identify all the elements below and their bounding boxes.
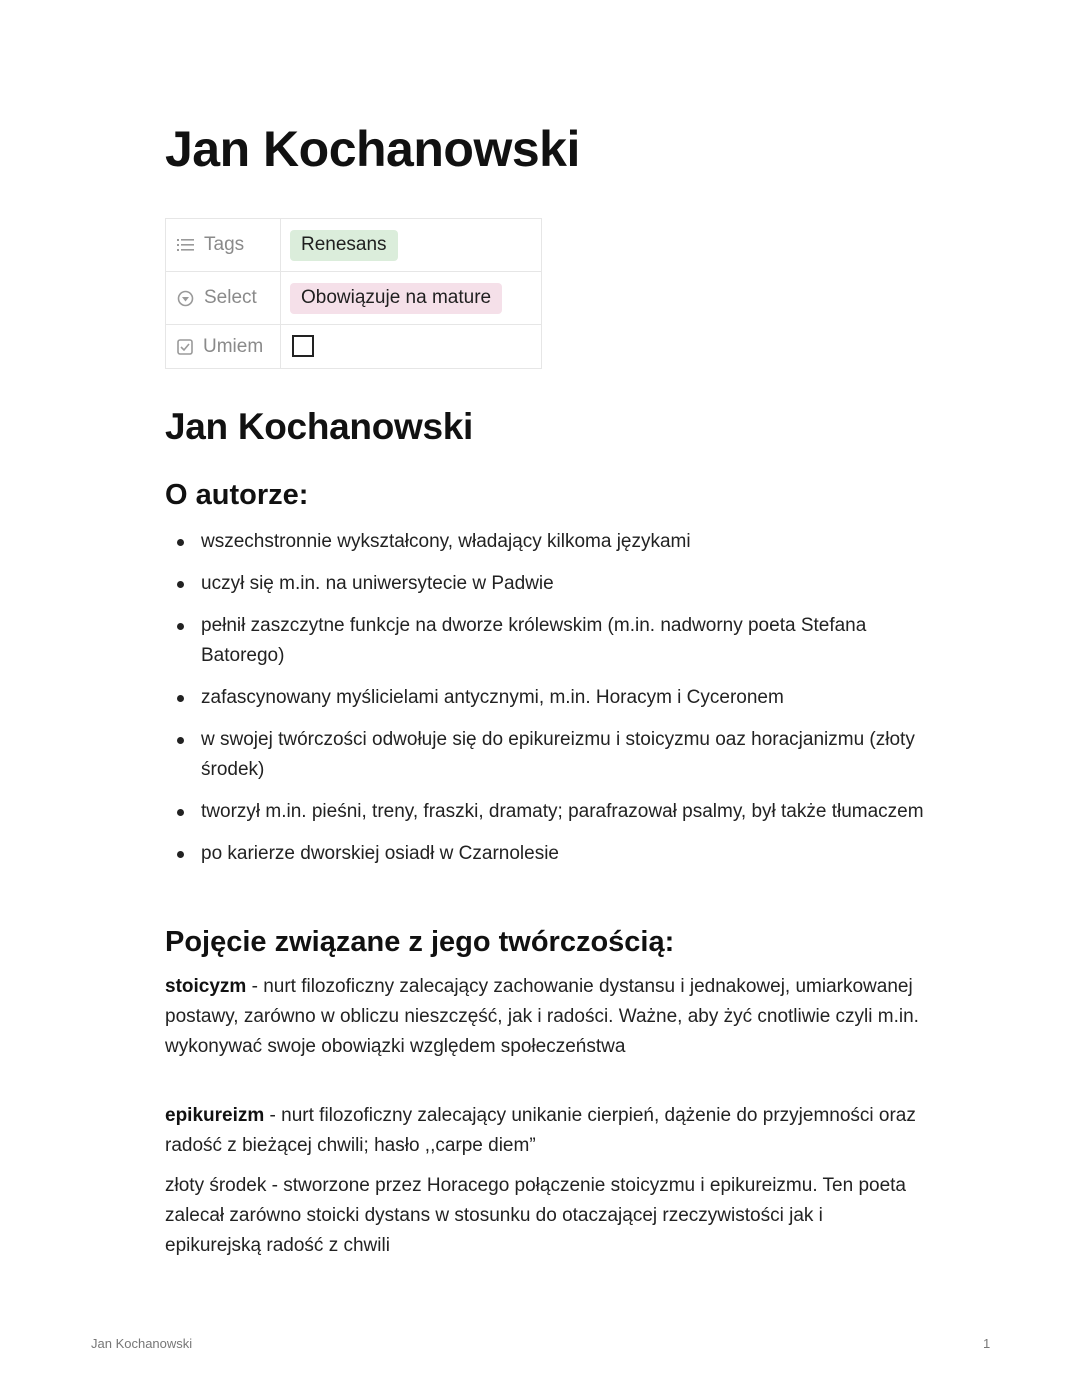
concept-text: - nurt filozoficzny zalecający unikanie cierpień, dążenie do przyjemności oraz radość z bieżącej chwili; hasło ,,carpe diem” xyxy=(165,1105,916,1156)
concept-term: stoicyzm xyxy=(165,976,247,997)
property-label: Tags xyxy=(204,234,245,255)
property-label: Umiem xyxy=(203,335,264,357)
checkbox-icon xyxy=(177,339,193,355)
property-row-umiem xyxy=(166,325,542,369)
about-heading: O autorze: xyxy=(165,479,309,511)
concept-text: - nurt filozoficzny zalecający zachowanie dystansu i jednakowej, umiarkowanej postawy, zarówno w obliczu nieszczęść, jak i radości. Ważne, aby żyć cnotliwie czyli m.in. wykonywać swoje obowiązki względem społeczeństwa xyxy=(165,976,919,1057)
content-heading: Jan Kochanowski xyxy=(165,406,474,447)
list-item: pełnił zaszczytne funkcje na dworze królewskim (m.in. nadworny poeta Stefana Batorego) xyxy=(165,611,925,671)
page-title: Jan Kochanowski xyxy=(165,121,580,177)
list-item: tworzył m.in. pieśni, treny, fraszki, dramaty; parafrazował psalmy, był także tłumaczem xyxy=(165,797,925,827)
concept-term: epikureizm xyxy=(165,1105,265,1126)
list-item: w swojej twórczości odwołuje się do epikureizmu i stoicyzmu oaz horacjanizmu (złoty środek) xyxy=(165,725,925,785)
list-item: po karierze dworskiej osiadł w Czarnolesie xyxy=(165,839,925,869)
concept-stoicyzm xyxy=(165,972,920,1062)
property-label: Select xyxy=(204,287,257,308)
concept-text: złoty środek - stworzone przez Horacego połączenie stoicyzmu i epikureizmu. Ten poeta zalecał zarówno stoicki dystans w stosunku do otaczającej rzeczywistości jak i epikurejską radość z chwili xyxy=(165,1175,906,1256)
property-row-select xyxy=(166,272,542,325)
concept-epikureizm xyxy=(165,1101,920,1161)
list-item: wszechstronnie wykształcony, władający kilkoma językami xyxy=(165,527,925,557)
concept-zloty-srodek xyxy=(165,1171,920,1261)
page-number: 1 xyxy=(983,1336,991,1351)
tag-renesans[interactable]: Renesans xyxy=(290,230,398,261)
umiem-checkbox[interactable] xyxy=(292,335,314,357)
about-list xyxy=(165,527,925,881)
list-icon xyxy=(177,238,194,252)
select-icon xyxy=(177,290,194,307)
list-item: zafascynowany myślicielami antycznymi, m.in. Horacym i Cyceronem xyxy=(165,683,925,713)
list-item: uczył się m.in. na uniwersytecie w Padwie xyxy=(165,569,925,599)
footer-title: Jan Kochanowski xyxy=(91,1336,193,1351)
concepts-heading: Pojęcie związane z jego twórczością: xyxy=(165,926,675,958)
properties-table xyxy=(165,218,542,369)
select-value[interactable]: Obowiązuje na mature xyxy=(290,283,502,314)
property-row-tags xyxy=(166,219,542,272)
